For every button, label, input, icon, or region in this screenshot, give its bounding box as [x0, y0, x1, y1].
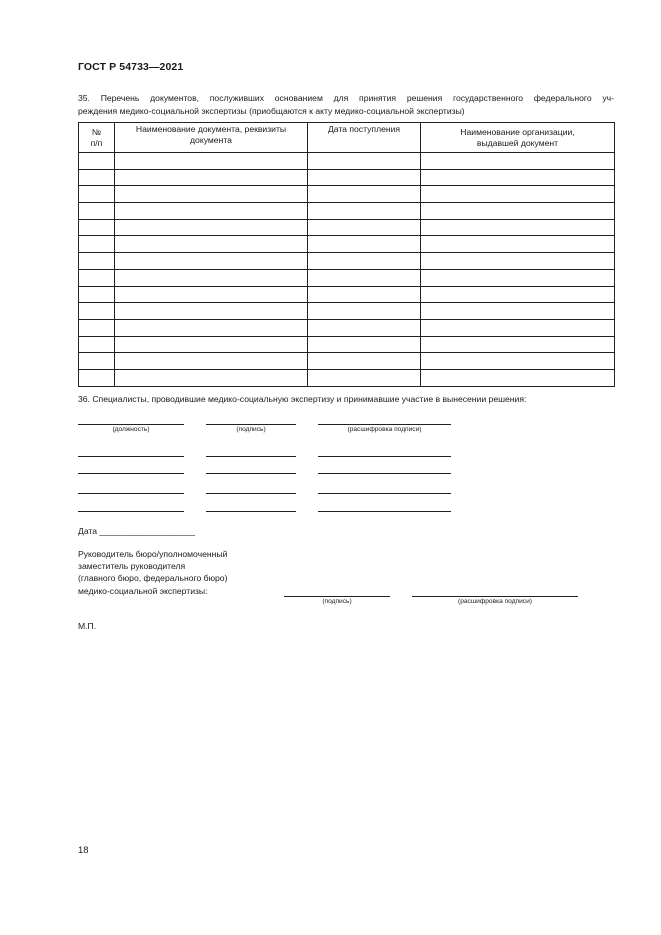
table-cell[interactable] [308, 303, 421, 320]
table-cell[interactable] [115, 203, 308, 220]
table-cell[interactable] [115, 153, 308, 170]
table-cell[interactable] [308, 253, 421, 270]
table-cell[interactable] [421, 319, 615, 336]
table-cell[interactable] [79, 186, 115, 203]
head-caption-decode: (расшифровка подписи) [458, 598, 532, 605]
table-row [79, 169, 615, 186]
table-row [79, 253, 615, 270]
decode-line-1[interactable] [318, 424, 451, 425]
position-line-4[interactable] [78, 493, 184, 494]
decode-line-4[interactable] [318, 493, 451, 494]
caption-decode: (расшифровка подписи) [347, 426, 422, 433]
section-35-line-2: реждения медико-социальной экспертизы (приобщаются к акту медико-социальной экспертизы) [78, 105, 465, 116]
decode-line-5[interactable] [318, 511, 451, 512]
section-35-text [78, 92, 614, 117]
table-row [79, 353, 615, 370]
table-cell[interactable] [79, 236, 115, 253]
table-cell[interactable] [421, 303, 615, 320]
table-cell[interactable] [308, 319, 421, 336]
table-cell[interactable] [421, 286, 615, 303]
table-cell[interactable] [421, 269, 615, 286]
table-row [79, 286, 615, 303]
decode-line-3[interactable] [318, 473, 451, 474]
table-row [79, 303, 615, 320]
document-header: ГОСТ Р 54733—2021 [78, 61, 184, 73]
table-cell[interactable] [115, 269, 308, 286]
table-cell[interactable] [421, 153, 615, 170]
section-36-text: 36. Специалисты, проводившие медико-социальную экспертизу и принимавшие участие в вынесении решения: [78, 394, 527, 404]
caption-signature: (подпись) [236, 426, 266, 433]
signature-line-5[interactable] [206, 511, 296, 512]
head-line-3: (главного бюро, федерального бюро) [78, 573, 228, 584]
table-cell[interactable] [79, 269, 115, 286]
table-cell[interactable] [421, 336, 615, 353]
table-cell[interactable] [115, 303, 308, 320]
table-cell[interactable] [421, 219, 615, 236]
table-cell[interactable] [115, 253, 308, 270]
table-cell[interactable] [421, 203, 615, 220]
table-row [79, 336, 615, 353]
head-caption-signature: (подпись) [322, 598, 352, 605]
table-cell[interactable] [115, 369, 308, 386]
table-cell[interactable] [308, 153, 421, 170]
col-document-header: Наименование документа, реквизиты документа [115, 123, 308, 153]
table-row [79, 203, 615, 220]
table-cell[interactable] [421, 353, 615, 370]
table-cell[interactable] [115, 286, 308, 303]
date-field[interactable]: Дата ____________________ [78, 526, 196, 536]
table-cell[interactable] [79, 219, 115, 236]
table-cell[interactable] [79, 203, 115, 220]
table-cell[interactable] [79, 319, 115, 336]
position-line-3[interactable] [78, 473, 184, 474]
signature-line-3[interactable] [206, 473, 296, 474]
table-cell[interactable] [79, 153, 115, 170]
stamp-label: М.П. [78, 621, 97, 631]
table-cell[interactable] [79, 169, 115, 186]
position-line-5[interactable] [78, 511, 184, 512]
col-organization-header: Наименование организации, выдавшей документ [421, 123, 615, 153]
head-line-2: заместитель руководителя [78, 561, 186, 572]
table-cell[interactable] [79, 369, 115, 386]
table-cell[interactable] [421, 186, 615, 203]
table-row [79, 153, 615, 170]
table-row [79, 236, 615, 253]
page-number: 18 [78, 845, 89, 856]
head-block [78, 548, 227, 597]
head-signature-line[interactable] [284, 596, 390, 597]
head-decode-line[interactable] [412, 596, 578, 597]
position-line-1[interactable] [78, 424, 184, 425]
table-cell[interactable] [115, 319, 308, 336]
col-date-header: Дата поступления [308, 123, 421, 153]
table-cell[interactable] [421, 253, 615, 270]
decode-line-2[interactable] [318, 456, 451, 457]
table-cell[interactable] [115, 353, 308, 370]
table-cell[interactable] [308, 269, 421, 286]
signature-line-2[interactable] [206, 456, 296, 457]
col-number-header: № п/п [79, 123, 115, 153]
table-cell[interactable] [115, 219, 308, 236]
signature-line-1[interactable] [206, 424, 296, 425]
caption-position: (должность) [112, 426, 150, 433]
table-cell[interactable] [308, 169, 421, 186]
table-cell[interactable] [308, 286, 421, 303]
table-row [79, 186, 615, 203]
table-row [79, 219, 615, 236]
section-35-line-1: 35. Перечень документов, послуживших основанием для принятия решения государственного федерального уч- [78, 93, 614, 103]
table-cell[interactable] [79, 303, 115, 320]
table-cell[interactable] [308, 353, 421, 370]
table-cell[interactable] [308, 236, 421, 253]
table-cell[interactable] [79, 353, 115, 370]
table-cell[interactable] [421, 369, 615, 386]
table-cell[interactable] [308, 369, 421, 386]
table-cell[interactable] [79, 253, 115, 270]
head-line-4: медико-социальной экспертизы: [78, 585, 208, 596]
table-cell[interactable] [115, 236, 308, 253]
table-cell[interactable] [308, 186, 421, 203]
table-cell[interactable] [421, 169, 615, 186]
position-line-2[interactable] [78, 456, 184, 457]
table-cell[interactable] [421, 236, 615, 253]
table-cell[interactable] [115, 169, 308, 186]
signature-line-4[interactable] [206, 493, 296, 494]
table-cell[interactable] [115, 336, 308, 353]
table-body [79, 153, 615, 387]
table-cell[interactable] [308, 336, 421, 353]
table-row [79, 369, 615, 386]
table-cell[interactable] [308, 203, 421, 220]
table-cell[interactable] [79, 286, 115, 303]
documents-table [78, 122, 615, 387]
table-cell[interactable] [115, 186, 308, 203]
head-line-1: Руководитель бюро/уполномоченный [78, 549, 228, 559]
table-cell[interactable] [308, 219, 421, 236]
table-cell[interactable] [79, 336, 115, 353]
table-row [79, 269, 615, 286]
table-row [79, 319, 615, 336]
table-header-row [79, 123, 615, 153]
